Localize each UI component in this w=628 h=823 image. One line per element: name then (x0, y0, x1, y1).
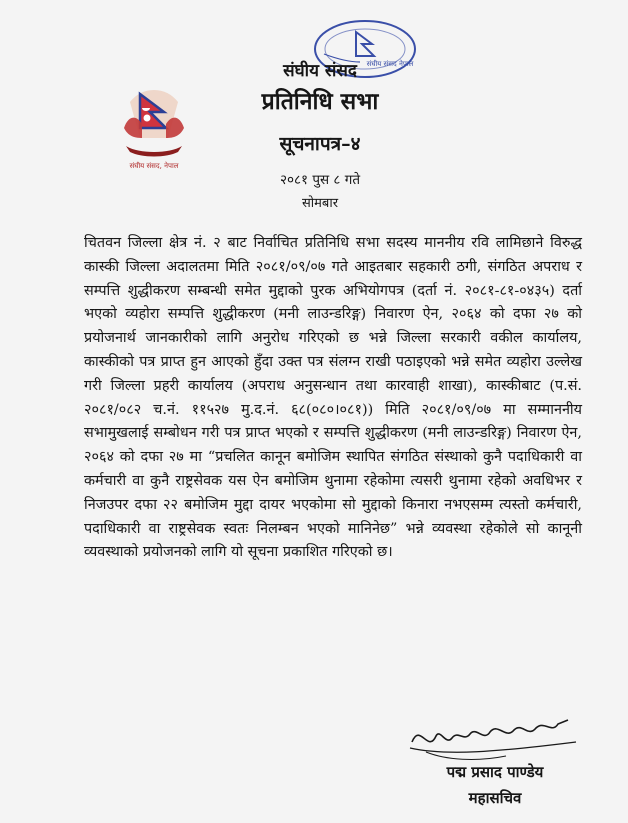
house-heading: प्रतिनिधि सभा (261, 88, 379, 115)
notice-title: सूचनापत्र–४ (279, 133, 361, 155)
signatory-title: महासचिव (468, 789, 522, 807)
signatory-name: पद्म प्रसाद पाण्डेय (446, 763, 544, 781)
organization-heading: संघीय संसद (283, 61, 357, 81)
notice-date: २०८१ पुस ८ गते (279, 172, 361, 188)
svg-text:संघीय संसद नेपाल: संघीय संसद नेपाल (366, 60, 414, 68)
notice-body: चितवन जिल्ला क्षेत्र नं. २ बाट निर्वाचित प्रतिनिधि सभा सदस्य माननीय रवि लामिछाने विरुद्ध कास्की जिल्ला अदालतमा मिति २०८१/०९/०७ गते आइतबार सहकारी ठगी, संगठित अपराध र सम्पत्ति शुद्धीकरण सम्बन्धी समेत मुद्दाको पुरक अभियोगपत्र (दर्ता नं. २०८१-८१-०४३५) दर्ता भएको व्यहोरा सम्पत्ति शुद्धीकरण (मनी लाउन्डरिङ्ग) निवारण ऐन, २०६४ को दफा २७ को प्रयोजनार्थ जानकारीको लागि अनुरोध गरिएको छ भन्ने जिल्ला सरकारी वकील कार्यालय, कास्कीको पत्र प्राप्त हुन आएको हुँदा उक्त पत्र संलग्न राखी पठाइएको भन्ने समेत व्यहोरा उल्लेख गरी जिल्ला प्रहरी कार्यालय (अपराध अनुसन्धान तथा कारवाही शाखा), कास्कीबाट (प.सं. २०८१/०८२ च.नं. ११५२७ मु.द.नं. ६८(०८०।०८१)) मिति २०८१/०९/०७ मा सम्माननीय सभामुखलाई सम्बोधन गरी पत्र प्राप्त भएको र सम्पत्ति शुद्धीकरण (मनी लाउन्डरिङ्ग) निवारण ऐन, २०६४ को दफा २७ मा “प्रचलित कानून बमोजिम स्थापित संगठित संस्थाको कुनै पदाधिकारी वा कर्मचारी वा कुनै राष्ट्रसेवक यस ऐन बमोजिम थुनामा रहेकोमा त्यसरी थुनामा रहेको अवधिभर र निजउपर दफा २२ बमोजिम मुद्दा दायर भएकोमा सो मुद्दाको किनारा नभएसम्म त्यस्तो कर्मचारी, पदाधिकारी वा राष्ट्रसेवक स्वतः निलम्बन भएको मानिनेछ” भन्ने व्यवस्था रहेकोले सो कानूनी व्यवस्थाको प्रयोजनको लागि यो सूचना प्रकाशित गरिएको छ। (84, 235, 583, 561)
notice-weekday: सोमबार (301, 196, 339, 211)
handwritten-signature-icon (406, 712, 582, 764)
svg-text:संघीय संसद, नेपाल: संघीय संसद, नेपाल (129, 162, 179, 170)
